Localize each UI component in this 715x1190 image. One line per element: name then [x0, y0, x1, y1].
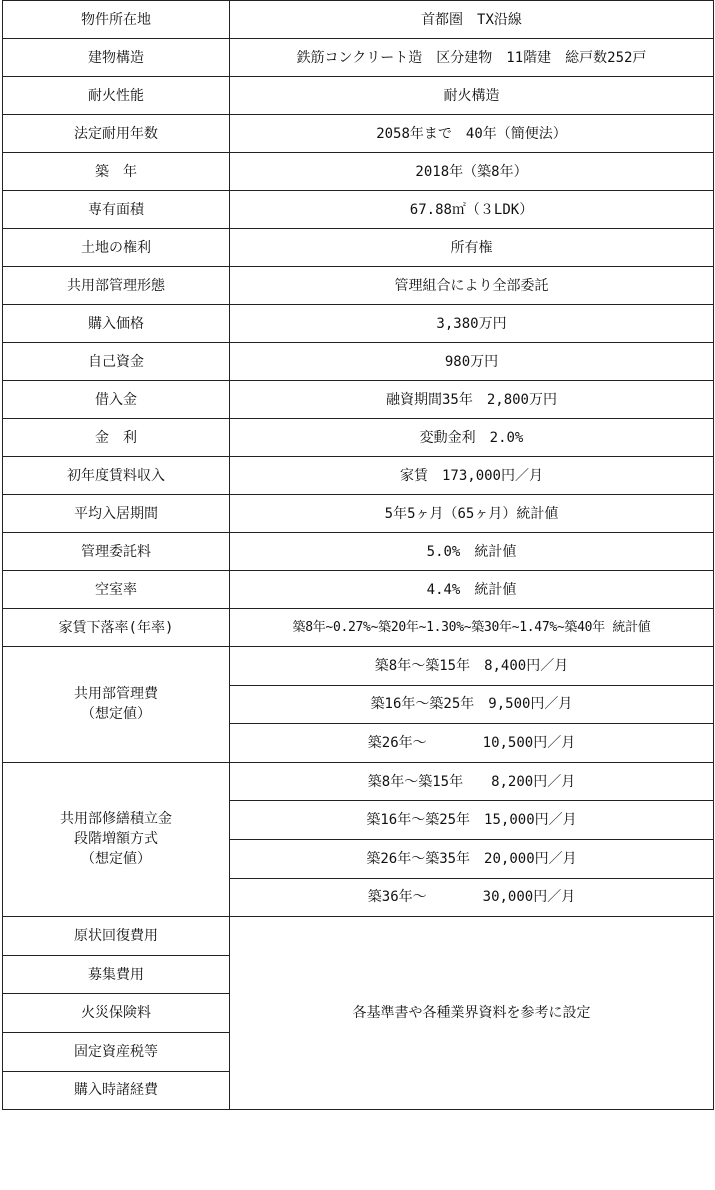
label-repair-fund-line2: 段階増額方式: [74, 831, 158, 848]
label-property-tax: 固定資産税等: [3, 1032, 230, 1071]
row-useful-life: [3, 115, 714, 153]
label-repair-fund-line3: （想定値）: [81, 851, 151, 868]
value-management-form: 管理組合により全部委託: [230, 267, 714, 305]
row-floor-area: [3, 191, 714, 229]
row-first-year-rent: [3, 457, 714, 495]
label-repair-fund-line1: 共用部修繕積立金: [60, 811, 172, 828]
label-vacancy-rate: 空室率: [3, 571, 230, 609]
row-built-year: [3, 153, 714, 191]
label-common-mgmt-fee-line1: 共用部管理費: [74, 686, 158, 703]
label-recruitment-cost: 募集費用: [3, 955, 230, 994]
value-own-funds: 980万円: [230, 343, 714, 381]
property-spec-table: [2, 0, 714, 1110]
label-purchase-price: 購入価格: [3, 305, 230, 343]
value-common-mgmt-fee-tier: 築8年～築15年 8,400円／月: [230, 647, 714, 686]
label-useful-life: 法定耐用年数: [3, 115, 230, 153]
value-built-year: 2018年（築8年）: [230, 153, 714, 191]
row-avg-tenancy: [3, 495, 714, 533]
value-purchase-price: 3,380万円: [230, 305, 714, 343]
row-own-funds: [3, 343, 714, 381]
value-common-mgmt-fee-tier: 築26年～ 10,500円／月: [230, 724, 714, 763]
value-repair-fund-tier: 築8年～築15年 8,200円／月: [230, 762, 714, 801]
row-rent-decline: [3, 609, 714, 647]
label-management-form: 共用部管理形態: [3, 267, 230, 305]
label-common-mgmt-fee: [3, 647, 230, 763]
value-location: 首都圏 TX沿線: [230, 1, 714, 39]
value-repair-fund-tier: 築26年～築35年 20,000円／月: [230, 839, 714, 878]
row-common-mgmt-fee: [3, 647, 714, 686]
label-avg-tenancy: 平均入居期間: [3, 495, 230, 533]
label-restoration-cost: 原状回復費用: [3, 917, 230, 956]
row-loan: [3, 381, 714, 419]
value-fire-resistance: 耐火構造: [230, 77, 714, 115]
value-vacancy-rate: 4.4% 統計値: [230, 571, 714, 609]
value-interest: 変動金利 2.0%: [230, 419, 714, 457]
value-management-fee-rate: 5.0% 統計値: [230, 533, 714, 571]
value-repair-fund-tier: 築16年～築25年 15,000円／月: [230, 801, 714, 840]
label-purchase-expenses: 購入時諸経費: [3, 1071, 230, 1110]
label-repair-fund: [3, 762, 230, 916]
label-own-funds: 自己資金: [3, 343, 230, 381]
label-structure: 建物構造: [3, 39, 230, 77]
label-management-fee-rate: 管理委託料: [3, 533, 230, 571]
label-location: 物件所在地: [3, 1, 230, 39]
row-fire-resistance: [3, 77, 714, 115]
label-built-year: 築 年: [3, 153, 230, 191]
row-structure: [3, 39, 714, 77]
value-floor-area: 67.88㎡（３LDK）: [230, 191, 714, 229]
value-common-mgmt-fee-tier: 築16年～築25年 9,500円／月: [230, 685, 714, 724]
label-rent-decline: 家賃下落率(年率): [3, 609, 230, 647]
value-other-costs: 各基準書や各種業界資料を参考に設定: [230, 917, 714, 1110]
label-first-year-rent: 初年度賃料収入: [3, 457, 230, 495]
label-fire-resistance: 耐火性能: [3, 77, 230, 115]
label-interest: 金 利: [3, 419, 230, 457]
row-repair-fund: [3, 762, 714, 801]
value-loan: 融資期間35年 2,800万円: [230, 381, 714, 419]
row-location: [3, 1, 714, 39]
value-avg-tenancy: 5年5ヶ月（65ヶ月）統計値: [230, 495, 714, 533]
value-repair-fund-tier: 築36年～ 30,000円／月: [230, 878, 714, 917]
value-first-year-rent: 家賃 173,000円／月: [230, 457, 714, 495]
label-land-rights: 土地の権利: [3, 229, 230, 267]
row-purchase-price: [3, 305, 714, 343]
row-other-cost: [3, 917, 714, 956]
value-land-rights: 所有権: [230, 229, 714, 267]
value-rent-decline: 築8年~0.27%~築20年~1.30%~築30年~1.47%~築40年 統計値: [230, 609, 714, 647]
row-management-fee-rate: [3, 533, 714, 571]
row-land-rights: [3, 229, 714, 267]
label-common-mgmt-fee-line2: （想定値）: [81, 706, 151, 723]
label-fire-insurance: 火災保険料: [3, 994, 230, 1033]
label-floor-area: 専有面積: [3, 191, 230, 229]
value-useful-life: 2058年まで 40年（簡便法）: [230, 115, 714, 153]
value-structure: 鉄筋コンクリート造 区分建物 11階建 総戸数252戸: [230, 39, 714, 77]
row-interest: [3, 419, 714, 457]
row-vacancy-rate: [3, 571, 714, 609]
row-management-form: [3, 267, 714, 305]
label-loan: 借入金: [3, 381, 230, 419]
